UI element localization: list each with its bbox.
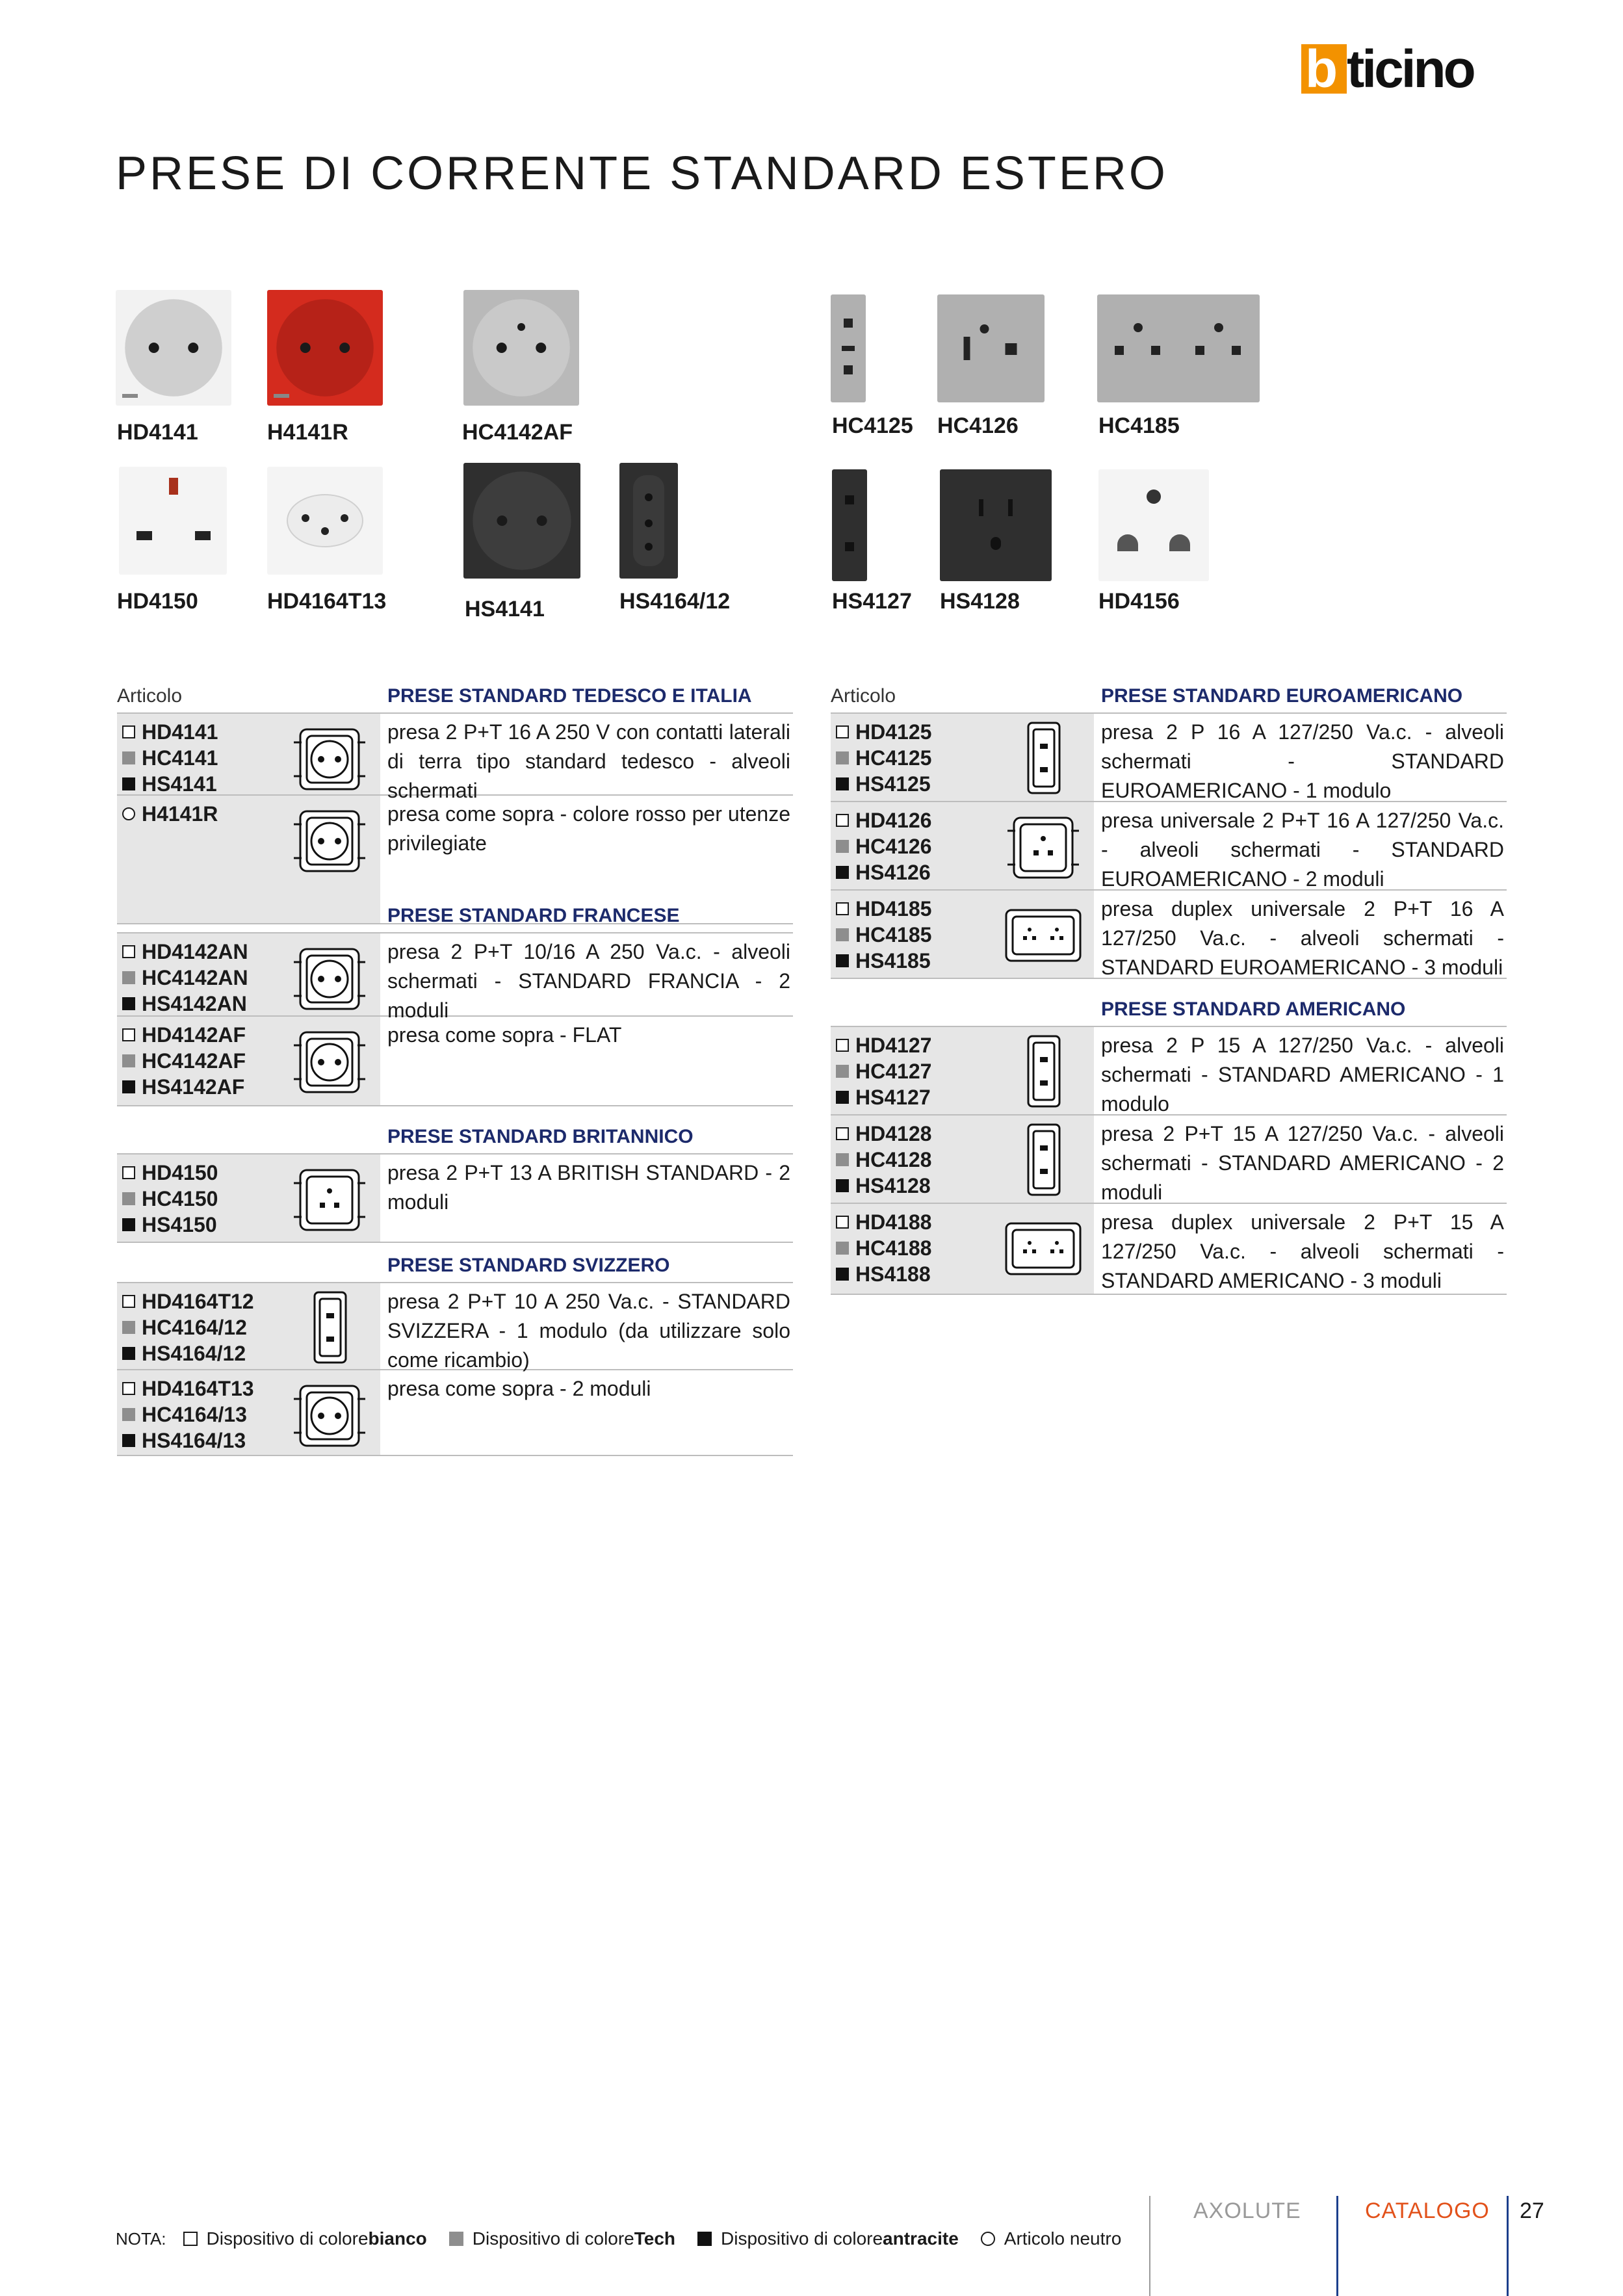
table-row (831, 1027, 1507, 1115)
white-square-icon (122, 1028, 135, 1041)
article-code: HD4142AF (122, 1022, 246, 1048)
white-square-icon (122, 1166, 135, 1179)
socket-diagram-icon (1001, 1030, 1085, 1117)
grey-square-icon (122, 1054, 135, 1067)
column-header-article: Articolo (117, 685, 183, 707)
article-description: presa 2 P+T 16 A 250 V con contatti laterali di terra tipo standard tedesco - alveoli schermati (387, 720, 790, 802)
socket-diagram-icon (287, 1157, 372, 1245)
socket-diagram-icon (1001, 1118, 1085, 1206)
article-code: HD4142AN (122, 939, 248, 965)
gallery-caption: H4141R (267, 420, 348, 445)
white-square-icon (836, 1039, 849, 1052)
schuko-socket-red-icon (267, 290, 383, 406)
table-row (831, 1115, 1507, 1204)
schuko-socket-anthracite-icon (463, 463, 580, 579)
us-socket-1mod-anthracite-icon (832, 469, 867, 581)
footer-divider-blue-2 (1507, 2196, 1509, 2296)
footer-legend (116, 2228, 1143, 2249)
grey-square-icon (836, 1153, 849, 1166)
socket-diagram-icon (1001, 893, 1085, 981)
article-code: HS4126 (836, 859, 931, 885)
article-code: HS4185 (836, 948, 931, 974)
bticino-logo (1301, 44, 1509, 94)
grey-square-icon (836, 1242, 849, 1255)
article-description: presa 2 P 16 A 127/250 Va.c. - alveoli schermati - STANDARD EUROAMERICANO - 1 modulo (1101, 720, 1504, 802)
article-codes (122, 939, 248, 1017)
article-code: HD4128 (836, 1121, 931, 1147)
section-title: PRESE STANDARD FRANCESE (387, 905, 680, 926)
article-code: HD4164T12 (122, 1288, 254, 1314)
table-row (117, 933, 793, 1022)
article-code: HD4141 (122, 719, 218, 745)
black-square-icon (122, 1347, 135, 1360)
grey-square-icon (122, 1192, 135, 1205)
article-code: HD4164T13 (122, 1376, 254, 1402)
article-code: HS4127 (836, 1084, 931, 1110)
black-square-icon (697, 2232, 712, 2246)
article-description: presa 2 P+T 13 A BRITISH STANDARD - 2 moduli (387, 1161, 790, 1214)
white-square-icon (836, 1216, 849, 1229)
table-row (831, 891, 1507, 979)
black-square-icon (122, 1080, 135, 1093)
british-socket-white-icon (119, 467, 227, 575)
socket-diagram-icon (1001, 805, 1085, 893)
page-title: PRESE DI CORRENTE STANDARD ESTERO (116, 148, 1168, 200)
socket-diagram-icon (287, 1019, 372, 1107)
gallery-caption: HC4126 (937, 413, 1019, 438)
table-row (117, 1155, 793, 1243)
socket-diagram-icon (1001, 716, 1085, 804)
article-code: HD4188 (836, 1209, 931, 1235)
article-description: presa duplex universale 2 P+T 15 A 127/250 Va.c. - alveoli schermati - STANDARD AMERICANO - 3 moduli (1101, 1210, 1504, 1292)
gallery-caption: HC4125 (832, 413, 913, 438)
gallery-caption: HC4185 (1098, 413, 1180, 438)
black-square-icon (122, 1434, 135, 1447)
black-square-icon (836, 1268, 849, 1281)
socket-diagram-icon (287, 1373, 372, 1461)
table-row (117, 714, 793, 802)
socket-diagram-icon (287, 1286, 372, 1374)
white-square-icon (122, 1382, 135, 1395)
article-code: HC4188 (836, 1235, 931, 1261)
white-square-icon (122, 725, 135, 738)
gallery-caption: HS4128 (940, 589, 1020, 614)
us-socket-1mod-tech-icon (831, 294, 866, 402)
table-row (831, 802, 1507, 891)
swiss-socket-white-icon (267, 467, 383, 575)
black-square-icon (836, 1179, 849, 1192)
article-code: HS4164/13 (122, 1428, 254, 1454)
article-code: HD4150 (122, 1160, 218, 1186)
black-square-icon (122, 777, 135, 790)
article-code: HC4126 (836, 833, 931, 859)
article-code: HD4126 (836, 807, 931, 833)
grey-square-icon (122, 1321, 135, 1334)
footer-divider (1149, 2196, 1150, 2296)
series-label: AXOLUTE (1193, 2198, 1301, 2223)
article-codes (122, 1376, 254, 1454)
section-label: CATALOGO (1365, 2198, 1490, 2223)
article-description: presa duplex universale 2 P+T 16 A 127/250 Va.c. - alveoli schermati - STANDARD EUROAMERICANO - 3 moduli (1101, 897, 1504, 979)
footer-divider-blue (1336, 2196, 1338, 2296)
black-square-icon (836, 954, 849, 967)
article-code: HS4141 (122, 771, 218, 797)
article-code: HC4127 (836, 1058, 931, 1084)
article-description: presa 2 P+T 10/16 A 250 Va.c. - alveoli schermati - STANDARD FRANCIA - 2 moduli (387, 940, 790, 1022)
french-socket-tech-icon (463, 290, 579, 406)
schuko-socket-white-icon (116, 290, 231, 406)
black-square-icon (836, 1091, 849, 1104)
gallery-caption: HD4164T13 (267, 589, 387, 614)
article-description: presa universale 2 P+T 16 A 127/250 Va.c. - alveoli schermati - STANDARD EUROAMERICANO - 2 moduli (1101, 809, 1504, 891)
article-code: HC4164/12 (122, 1314, 254, 1340)
gallery-caption: HS4164/12 (619, 589, 731, 614)
article-description: presa come sopra - FLAT (387, 1023, 622, 1047)
table-row (117, 1283, 793, 1370)
article-codes (122, 1160, 218, 1238)
table-row (831, 1204, 1507, 1295)
socket-diagram-icon (1001, 1207, 1085, 1294)
article-codes (836, 1121, 931, 1199)
black-square-icon (122, 997, 135, 1010)
black-square-icon (122, 1218, 135, 1231)
article-code: HD4127 (836, 1032, 931, 1058)
circle-icon (981, 2232, 995, 2246)
circle-icon (122, 807, 135, 820)
page-number: 27 (1520, 2198, 1544, 2223)
universal-socket-2mod-tech-icon (937, 294, 1045, 402)
column-header-article: Articolo (831, 685, 896, 707)
table-row (117, 1017, 793, 1106)
gallery-caption: HD4156 (1098, 589, 1180, 614)
grey-square-icon (836, 840, 849, 853)
gallery-caption: HD4141 (117, 420, 198, 445)
grey-square-icon (122, 751, 135, 764)
article-codes (836, 807, 931, 885)
article-description: presa 2 P 15 A 127/250 Va.c. - alveoli schermati - STANDARD AMERICANO - 1 modulo (1101, 1034, 1504, 1115)
grey-square-icon (836, 928, 849, 941)
section-title: PRESE STANDARD BRITANNICO (387, 1126, 694, 1147)
black-square-icon (836, 866, 849, 879)
article-code: HS4128 (836, 1173, 931, 1199)
white-square-icon (183, 2232, 198, 2246)
article-code: HS4142AF (122, 1074, 246, 1100)
article-code: HC4164/13 (122, 1402, 254, 1428)
grey-square-icon (122, 1408, 135, 1421)
article-codes (122, 719, 218, 797)
article-code: HS4188 (836, 1261, 931, 1287)
nota-label: NOTA: (116, 2228, 166, 2249)
grey-square-icon (836, 751, 849, 764)
grey-square-icon (836, 1065, 849, 1078)
us-socket-2mod-anthracite-icon (940, 469, 1052, 581)
article-code: HC4141 (122, 745, 218, 771)
article-description: presa come sopra - 2 moduli (387, 1377, 651, 1400)
article-code: HD4185 (836, 896, 931, 922)
grey-square-icon (122, 971, 135, 984)
section-title: PRESE STANDARD TEDESCO E ITALIA (387, 685, 752, 707)
gallery-caption: HS4127 (832, 589, 912, 614)
article-codes (122, 801, 218, 827)
legend-tech: Dispositivo di colore Tech (449, 2228, 675, 2249)
black-square-icon (836, 777, 849, 790)
article-code: HC4142AN (122, 965, 248, 991)
article-codes (836, 1209, 931, 1287)
white-square-icon (836, 725, 849, 738)
socket-diagram-icon (287, 716, 372, 804)
socket-diagram-icon (287, 798, 372, 886)
header-rule (831, 712, 1507, 714)
article-code: HC4150 (122, 1186, 218, 1212)
grey-square-icon (449, 2232, 463, 2246)
duplex-universal-socket-tech-icon (1097, 294, 1260, 402)
gallery-caption: HD4150 (117, 589, 198, 614)
legend-neutral: Articolo neutro (981, 2228, 1122, 2249)
section-title: PRESE STANDARD SVIZZERO (387, 1255, 670, 1276)
article-code: HD4125 (836, 719, 931, 745)
article-description: presa 2 P+T 15 A 127/250 Va.c. - alveoli schermati - STANDARD AMERICANO - 2 moduli (1101, 1122, 1504, 1204)
section-title: PRESE STANDARD AMERICANO (1101, 998, 1406, 1020)
svg-text:b: b (1305, 44, 1336, 94)
header-rule (117, 712, 793, 714)
svg-text:ticino: ticino (1347, 44, 1474, 94)
article-codes (836, 896, 931, 974)
swiss-socket-1mod-anthracite-icon (619, 463, 678, 579)
article-code: HS4142AN (122, 991, 248, 1017)
table-row (831, 714, 1507, 802)
table-row (117, 1370, 793, 1456)
socket-diagram-icon (287, 936, 372, 1024)
gallery-caption: HS4141 (465, 597, 545, 621)
article-codes (122, 1022, 246, 1100)
white-square-icon (836, 1127, 849, 1140)
article-description: presa 2 P+T 10 A 250 Va.c. - STANDARD SVIZZERA - 1 modulo (da utilizzare solo come ricambio) (387, 1290, 790, 1372)
gallery-caption: HC4142AF (462, 420, 573, 445)
article-codes (836, 1032, 931, 1110)
article-description: presa come sopra - colore rosso per utenze privilegiate (387, 802, 790, 855)
article-codes (122, 1288, 254, 1366)
white-square-icon (122, 945, 135, 958)
legend-white: Dispositivo di colore bianco (183, 2228, 427, 2249)
white-square-icon (836, 814, 849, 827)
white-square-icon (836, 902, 849, 915)
article-code: HC4185 (836, 922, 931, 948)
article-code: HC4128 (836, 1147, 931, 1173)
article-code: HS4164/12 (122, 1340, 254, 1366)
article-code: HS4125 (836, 771, 931, 797)
article-code: H4141R (122, 801, 218, 827)
universal-socket-white-icon (1098, 469, 1209, 581)
legend-anthracite: Dispositivo di colore antracite (697, 2228, 959, 2249)
article-code: HC4125 (836, 745, 931, 771)
article-codes (836, 719, 931, 797)
white-square-icon (122, 1295, 135, 1308)
article-code: HS4150 (122, 1212, 218, 1238)
section-title: PRESE STANDARD EUROAMERICANO (1101, 685, 1463, 707)
article-code: HC4142AF (122, 1048, 246, 1074)
